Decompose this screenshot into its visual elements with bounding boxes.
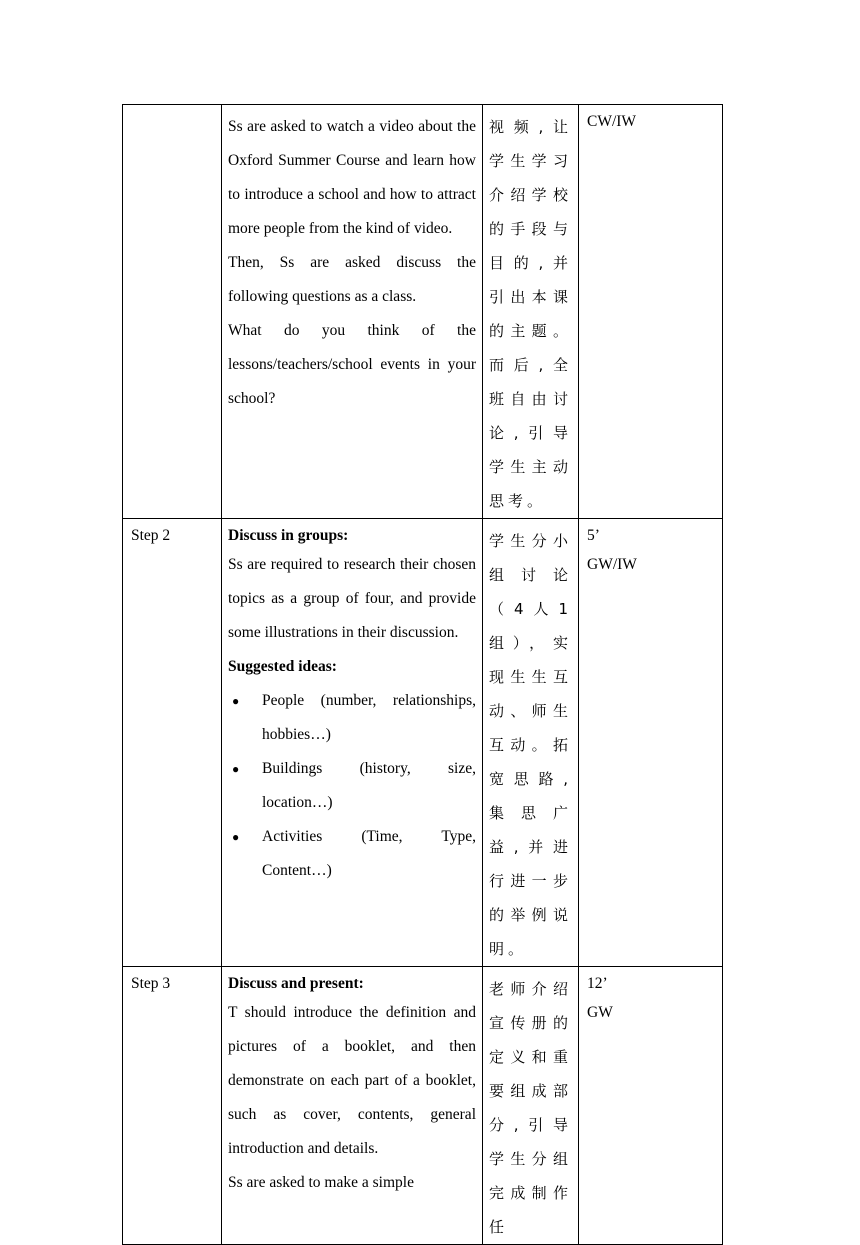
purpose-cell bbox=[483, 967, 579, 1245]
content-paragraph: Ss are asked to make a simple bbox=[228, 1174, 414, 1191]
purpose-text: 老师介绍宣传册的定义和重要组成部分,引导学生分组完成制作任 bbox=[489, 980, 572, 1236]
time-mode-cell bbox=[579, 519, 723, 967]
time-label: 5’ bbox=[587, 527, 600, 544]
time-label: 12’ bbox=[587, 975, 608, 992]
step-cell bbox=[123, 967, 222, 1245]
bullet-icon: ● bbox=[232, 762, 240, 776]
content-heading: Discuss in groups: bbox=[228, 527, 349, 544]
bullet-icon: ● bbox=[232, 830, 240, 844]
content-heading: Discuss and present: bbox=[228, 975, 364, 992]
purpose-cell bbox=[483, 105, 579, 519]
content-paragraph: Then, Ss are asked discuss the following questions as a class. bbox=[228, 254, 476, 305]
content-subheading: Suggested ideas: bbox=[228, 658, 337, 675]
content-paragraph: Ss are required to research their chosen topics as a group of four, and provide some illustrations in their discussion. bbox=[228, 556, 476, 641]
purpose-text: 视频,让学生学习介绍学校的手段与目的,并引出本课的主题。而后,全班自由讨论,引导学生主动思考。 bbox=[489, 118, 572, 510]
step-cell bbox=[123, 519, 222, 967]
time-mode-cell bbox=[579, 967, 723, 1245]
content-cell bbox=[222, 105, 483, 519]
content-paragraph: What do you think of the lessons/teachers/school events in your school? bbox=[228, 322, 476, 407]
content-cell bbox=[222, 519, 483, 967]
list-item: ● People (number, relationships, hobbies…) bbox=[228, 684, 476, 752]
bullet-icon: ● bbox=[232, 694, 240, 708]
time-mode-cell bbox=[579, 105, 723, 519]
list-item: ● Buildings (history, size, location…) bbox=[228, 752, 476, 820]
step-label: Step 2 bbox=[131, 527, 171, 544]
table-row bbox=[123, 105, 723, 519]
purpose-cell bbox=[483, 519, 579, 967]
mode-label: CW/IW bbox=[587, 113, 637, 130]
mode-label: GW/IW bbox=[587, 556, 637, 573]
purpose-text: 学生分小组讨论（4人1组），实现生生互动、师生互动。拓宽思路,集思广益,并进行进一步的举例说明。 bbox=[489, 532, 572, 958]
ideas-list bbox=[228, 684, 476, 888]
lesson-plan-table bbox=[122, 104, 723, 1245]
content-paragraph: Ss are asked to watch a video about the Oxford Summer Course and learn how to introduce a school and how to attract more people from the kind of video. bbox=[228, 118, 476, 237]
content-paragraph: T should introduce the definition and pictures of a booklet, and then demonstrate on each part of a booklet, such as cover, contents, general introduction and details. bbox=[228, 1004, 476, 1157]
table-row bbox=[123, 967, 723, 1245]
mode-label: GW bbox=[587, 1004, 613, 1021]
step-label: Step 3 bbox=[131, 975, 171, 992]
step-cell bbox=[123, 105, 222, 519]
content-cell bbox=[222, 967, 483, 1245]
table-row bbox=[123, 519, 723, 967]
list-item: ● Activities (Time, Type, Content…) bbox=[228, 820, 476, 888]
